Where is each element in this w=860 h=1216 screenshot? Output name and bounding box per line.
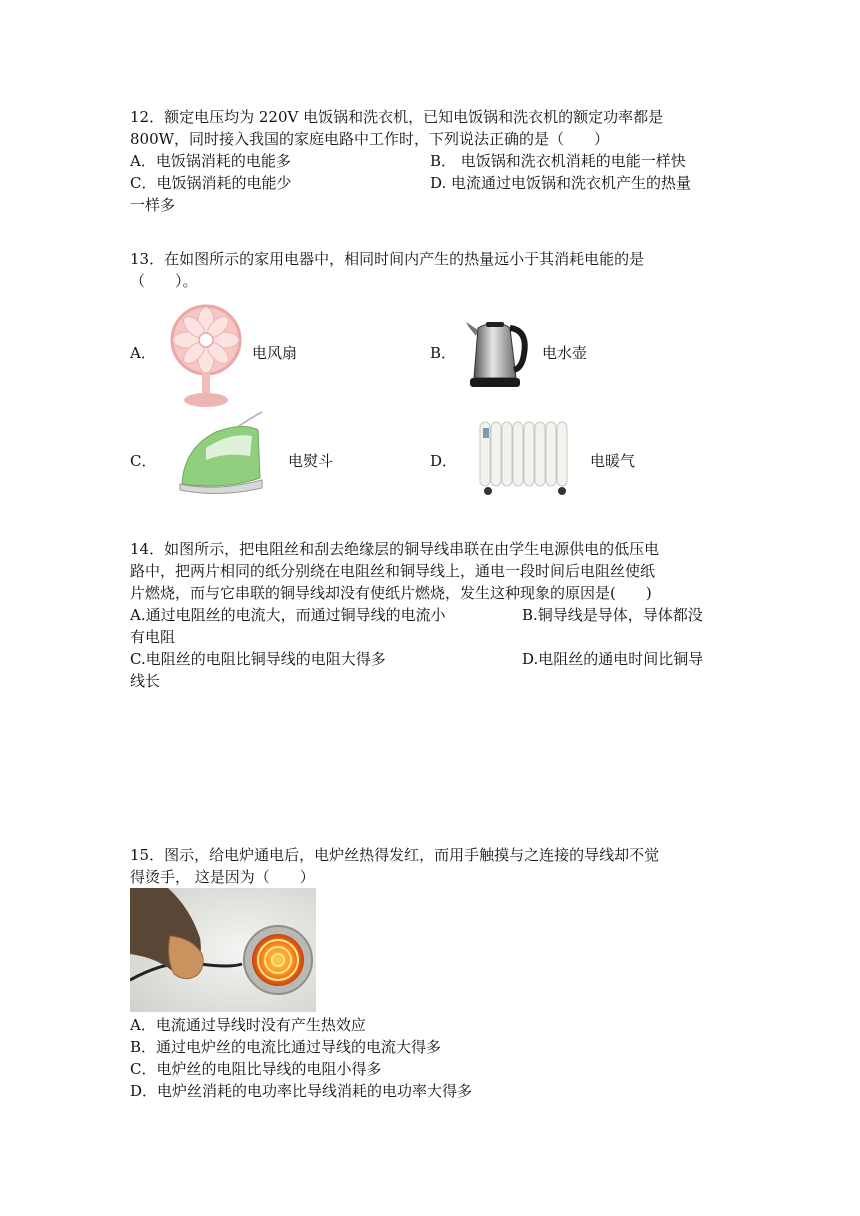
q15-option-a: A．电流通过导线时没有产生热效应 [130, 1016, 366, 1034]
q14-option-d-continued: 线长 [130, 672, 161, 690]
q13-stem-line2: （ ）。 [130, 272, 198, 290]
electric-stove-photo [130, 888, 316, 1012]
electric-iron-image [176, 408, 272, 496]
q15-option-b: B．通过电炉丝的电流比通过导线的电流大得多 [130, 1038, 442, 1056]
q13-option-d-letter: D． [430, 452, 458, 470]
q12-option-d-continued: 一样多 [130, 196, 176, 214]
q14-stem-line1: 14．如图所示，把电阻丝和刮去绝缘层的铜导线串联在由学生电源供电的低压电 [130, 540, 660, 558]
q13-stem-line1: 13．在如图所示的家用电器中，相同时间内产生的热量远小于其消耗电能的是 [130, 250, 645, 268]
q15-option-d: D．电炉丝消耗的电功率比导线消耗的电功率大得多 [130, 1082, 473, 1100]
electric-fan-image [168, 300, 244, 410]
q12-option-c: C．电饭锅消耗的电能少 [130, 174, 292, 192]
q13-option-c-label: 电熨斗 [288, 452, 334, 470]
q12-option-b: B． 电饭锅和洗衣机消耗的电能一样快 [430, 152, 686, 170]
q14-stem-line2: 路中，把两片相同的纸分别绕在电阻丝和铜导线上，通电一段时间后电阻丝使纸 [130, 562, 656, 580]
electric-kettle-image [462, 314, 532, 390]
q13-option-d-label: 电暖气 [590, 452, 636, 470]
q15-stem-line2: 得烫手， 这是因为（ ） [130, 868, 315, 886]
q13-option-a-letter: A． [130, 344, 156, 362]
electric-heater-image [474, 418, 578, 496]
q14-option-d: D.电阻丝的通电时间比铜导 [522, 650, 704, 668]
q13-option-c-letter: C． [130, 452, 157, 470]
q15-stem-line1: 15．图示，给电炉通电后，电炉丝热得发红，而用手触摸与之连接的导线却不觉 [130, 846, 660, 864]
q14-stem-line3: 片燃烧，而与它串联的铜导线却没有使纸片燃烧，发生这种现象的原因是( ) [130, 584, 652, 602]
q12-option-d: D. 电流通过电饭锅和洗衣机产生的热量 [430, 174, 692, 192]
q13-option-a-label: 电风扇 [252, 344, 298, 362]
q15-option-c: C．电炉丝的电阻比导线的电阻小得多 [130, 1060, 382, 1078]
q12-stem-line2: 800W，同时接入我国的家庭电路中工作时，下列说法正确的是（ ） [130, 130, 610, 148]
q12-option-a: A．电饭锅消耗的电能多 [130, 152, 291, 170]
q14-option-a: A.通过电阻丝的电流大，而通过铜导线的电流小 [130, 606, 446, 624]
q14-option-b-continued: 有电阻 [130, 628, 176, 646]
q13-option-b-letter: B． [430, 344, 457, 362]
q14-option-b: B.铜导线是导体，导体都没 [522, 606, 703, 624]
q12-stem-line1: 12．额定电压均为 220V 电饭锅和洗衣机，已知电饭锅和洗衣机的额定功率都是 [130, 108, 664, 126]
q14-option-c: C.电阻丝的电阻比铜导线的电阻大得多 [130, 650, 386, 668]
q13-option-b-label: 电水壶 [542, 344, 588, 362]
